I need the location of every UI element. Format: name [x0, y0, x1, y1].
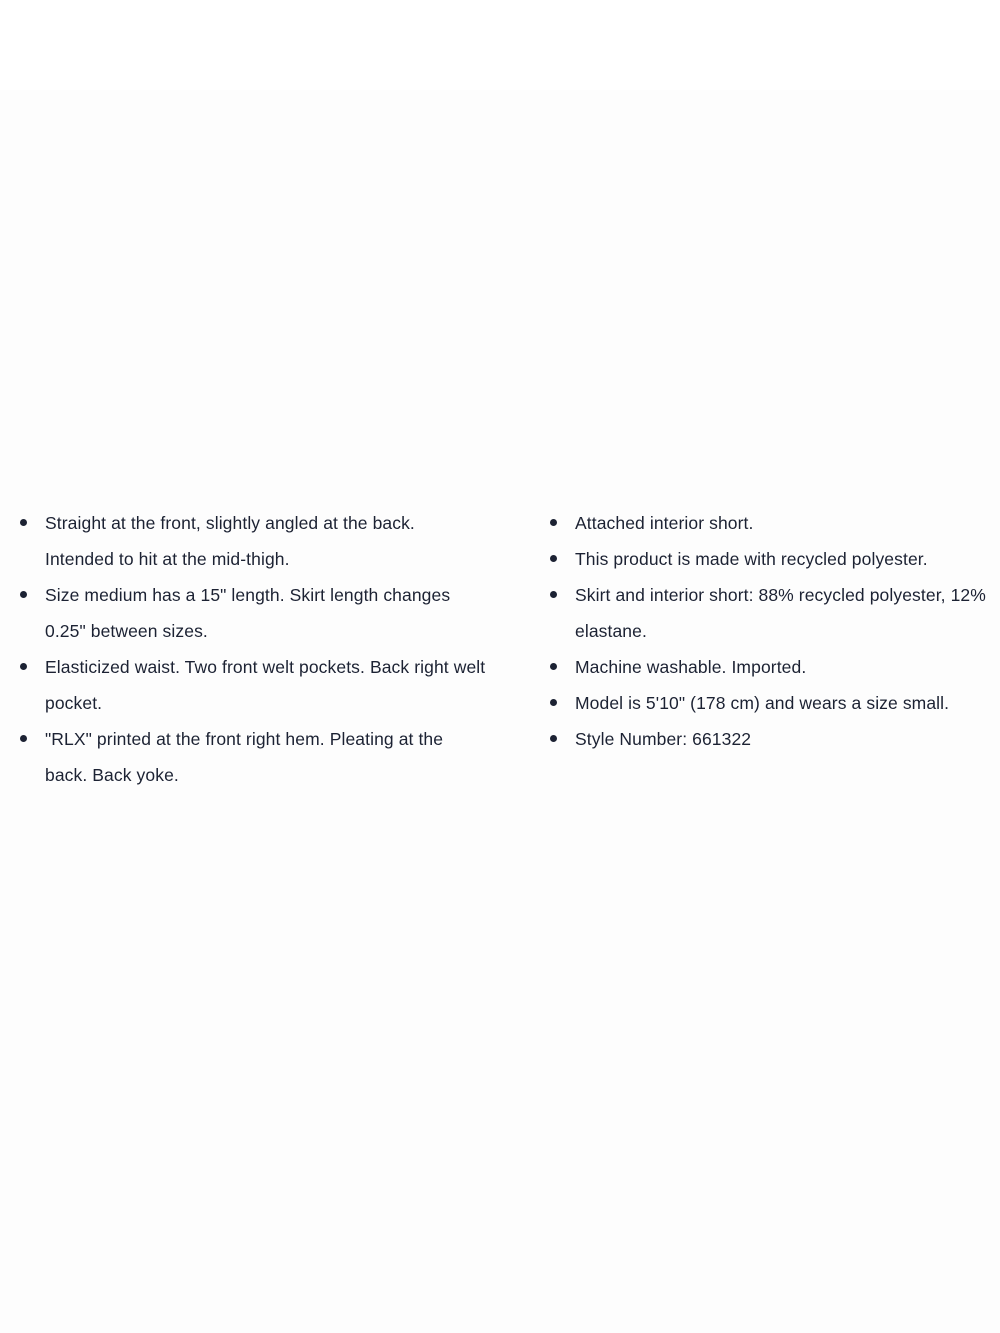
bullet-icon	[550, 555, 557, 562]
bullet-icon	[550, 591, 557, 598]
list-item-text: Attached interior short.	[575, 513, 754, 533]
list-item	[548, 541, 993, 577]
list-item-text: "RLX" printed at the front right hem. Pleating at the back. Back yoke.	[45, 729, 444, 785]
list-item-text: Machine washable. Imported.	[575, 657, 807, 677]
list-item	[548, 721, 993, 757]
bullet-icon	[20, 519, 27, 526]
list-item	[548, 577, 993, 649]
list-item-text: This product is made with recycled polyester.	[575, 549, 928, 569]
bullet-icon	[20, 591, 27, 598]
list-item	[18, 577, 488, 649]
list-item-text: Elasticized waist. Two front welt pockets. Back right welt pocket.	[45, 657, 486, 713]
bullet-icon	[550, 663, 557, 670]
list-item	[18, 505, 488, 577]
list-item-text: Model is 5'10" (178 cm) and wears a size small.	[575, 693, 950, 713]
list-item-text: Straight at the front, slightly angled at the back. Intended to hit at the mid-thigh.	[45, 513, 415, 569]
list-item	[548, 649, 993, 685]
list-item	[548, 505, 993, 541]
bullet-icon	[20, 735, 27, 742]
list-item-text: Skirt and interior short: 88% recycled polyester, 12% elastane.	[575, 585, 986, 641]
bullet-icon	[20, 663, 27, 670]
details-list-left	[18, 505, 488, 793]
details-list-right	[548, 505, 993, 757]
top-band	[0, 0, 1000, 90]
list-item-text: Size medium has a 15" length. Skirt length changes 0.25" between sizes.	[45, 585, 451, 641]
list-item-text: Style Number: 661322	[575, 729, 752, 749]
bullet-icon	[550, 735, 557, 742]
bullet-icon	[550, 699, 557, 706]
list-item	[18, 721, 488, 793]
bullet-icon	[550, 519, 557, 526]
list-item	[548, 685, 993, 721]
list-item	[18, 649, 488, 721]
